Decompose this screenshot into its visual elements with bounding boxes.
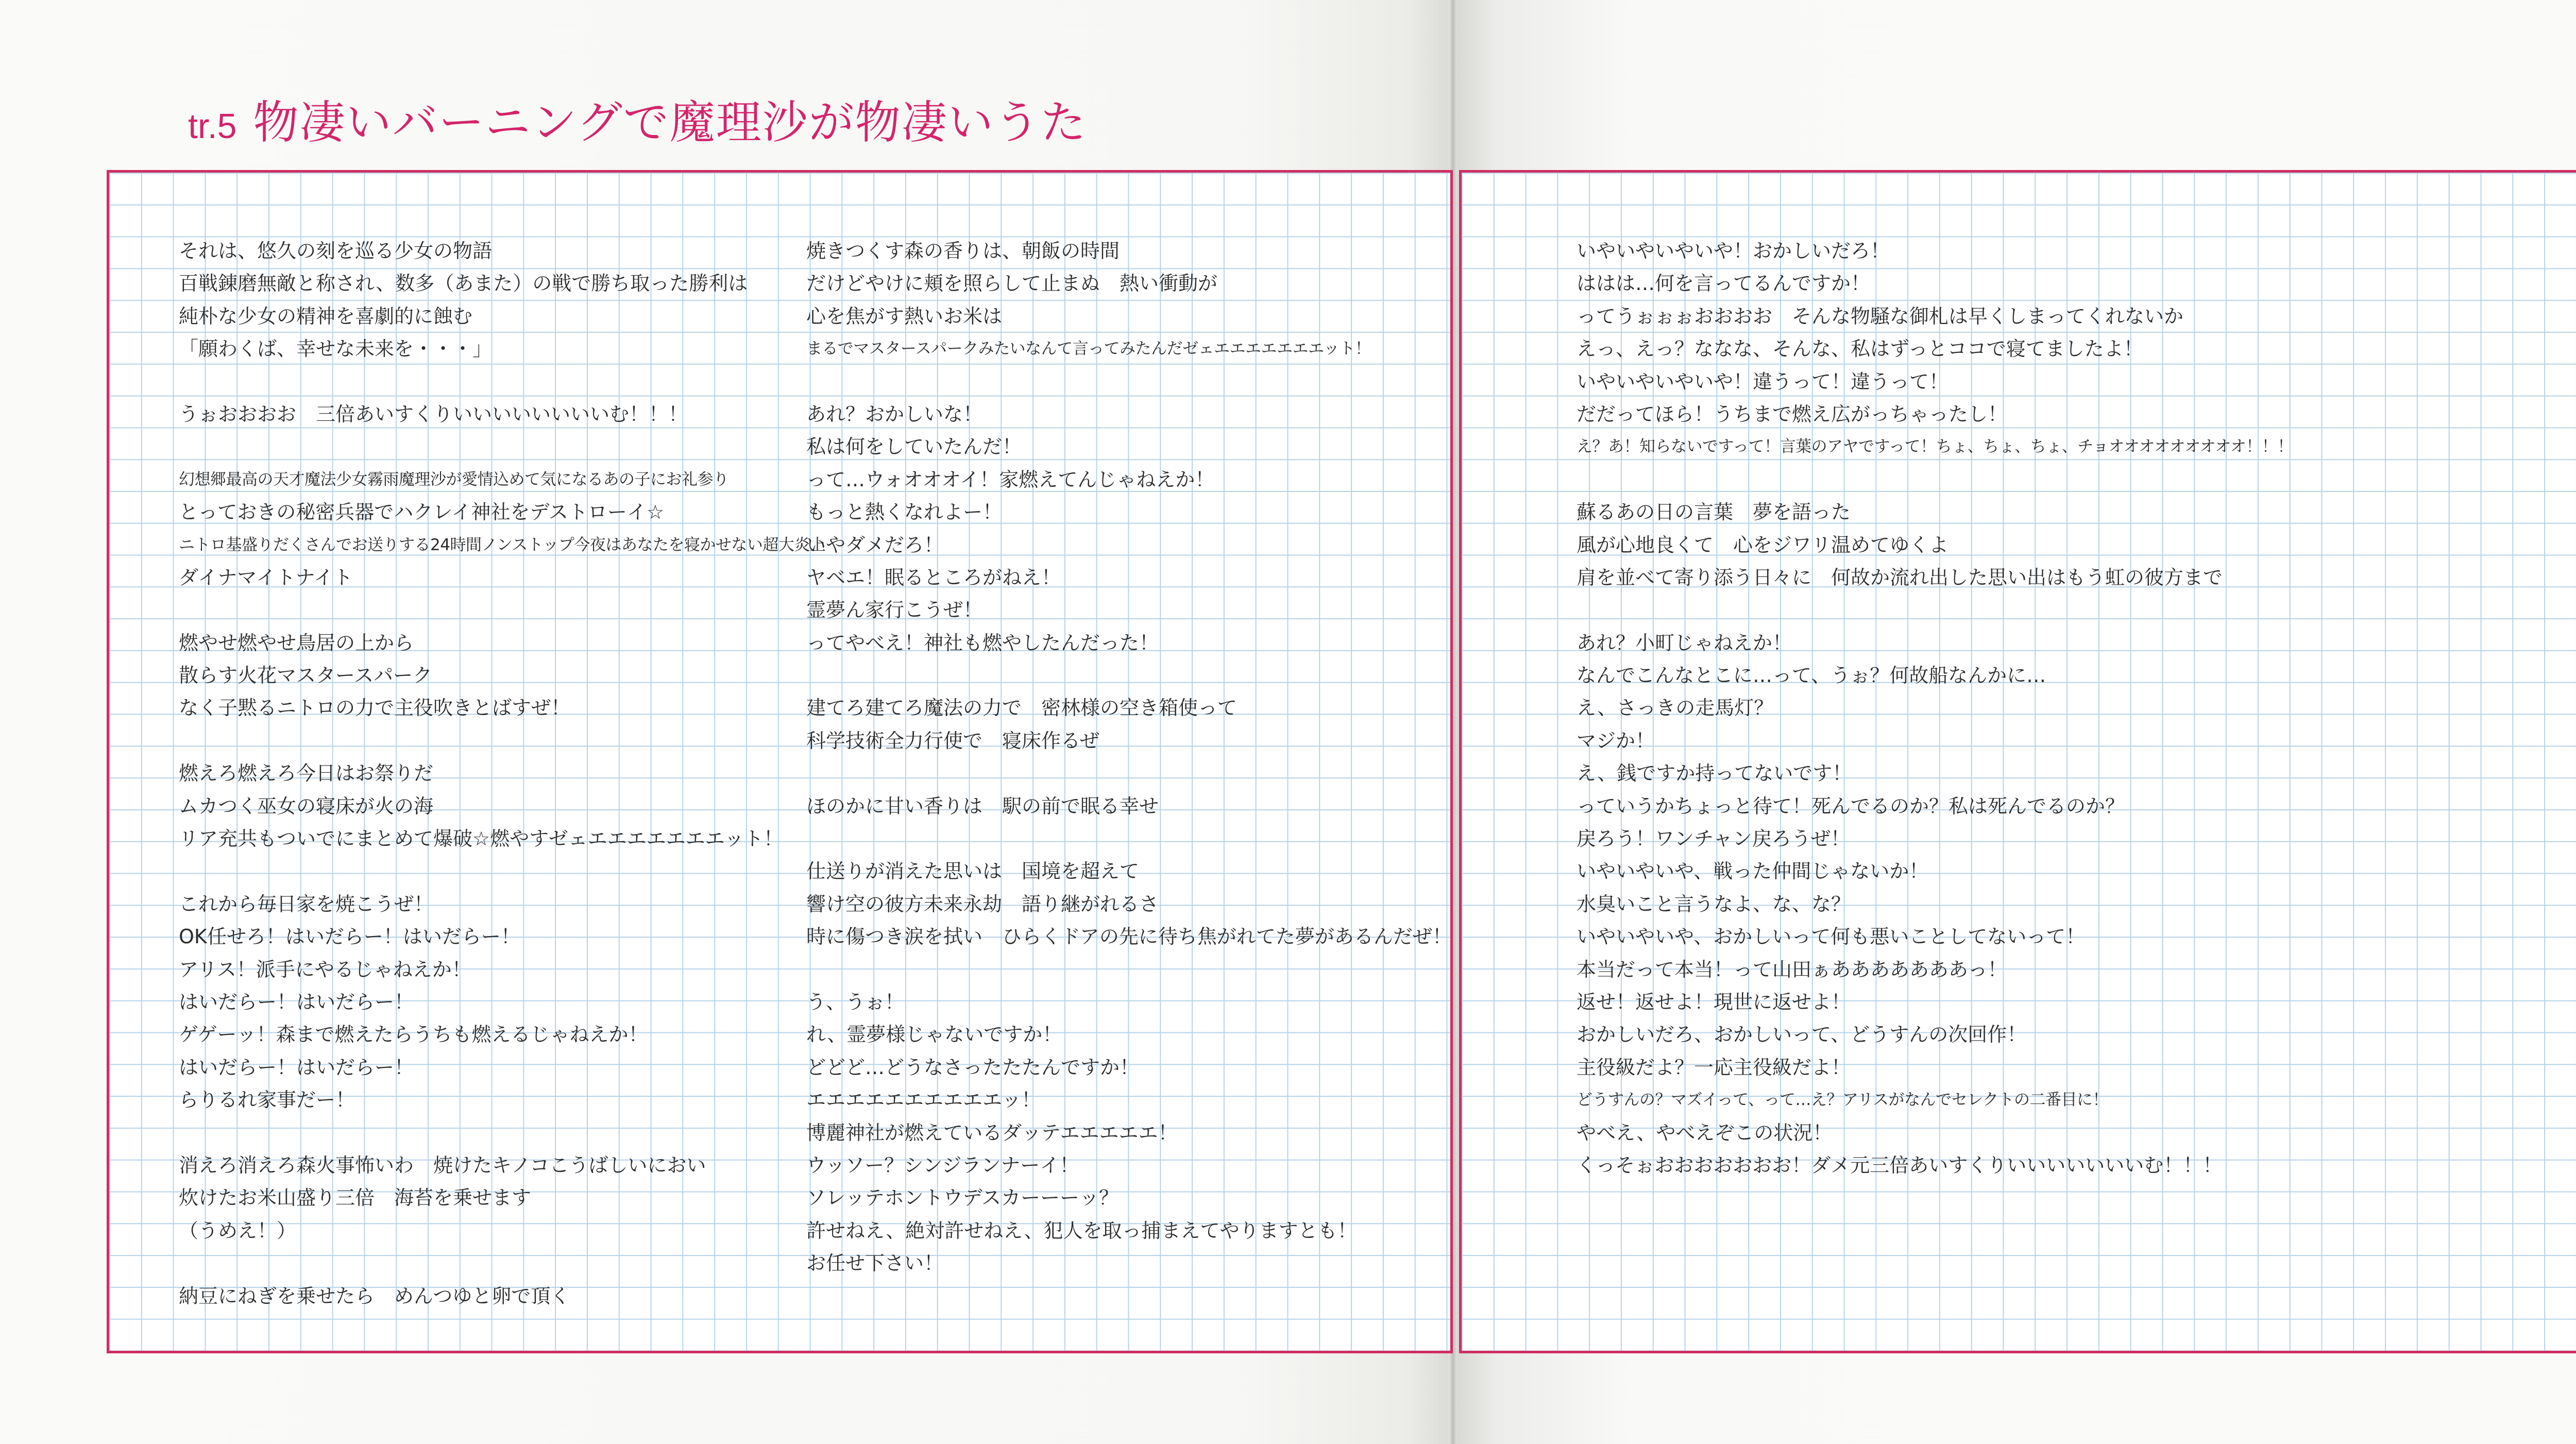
lyric-line: いやいやいや、おかしいって何も悪いことしてないって！ [1577, 925, 2086, 948]
lyric-line: 心を焦がす熱いお米は [806, 304, 1003, 328]
lyric-line: いやいやいやいや！おかしいだろ！ [1577, 240, 1890, 262]
lyric-line: ってやべえ！神社も燃やしたんだった！ [806, 631, 1159, 654]
lyric-line: お任せ下さい！ [806, 1252, 944, 1275]
lyric-line: アリス！派手にやるじゃねえか！ [179, 958, 471, 981]
lyric-line: どどど…どうなさったたたんですか！ [806, 1056, 1140, 1079]
lyric-line: 「願わくば、幸せな未来を・・・」 [179, 337, 493, 361]
lyric-line: 戻ろう！ワンチャン戻ろうぜ！ [1577, 827, 1850, 851]
lyric-blank-line [179, 431, 825, 463]
lyric-line: とっておきの秘密兵器でハクレイ神社をデストローイ☆ [179, 501, 664, 524]
lyric-line: だだってほら！うちまで燃え広がっちゃったし！ [1577, 402, 2008, 426]
lyric-blank-line [806, 757, 1452, 790]
lyric-line: 水臭いこと言うなよ、な、な？ [1577, 892, 1851, 915]
lyric-line: ニトロ基盛りだくさんでお送りする24時間ノンストップ今夜はあなたを寝かせない超大炎上 [179, 535, 826, 554]
lyric-line: だけどやけに頬を照らして止まぬ 熱い衝動が [806, 272, 1218, 295]
lyric-line: （うめえ！） [179, 1219, 297, 1242]
lyric-blank-line [806, 366, 1452, 398]
lyric-line: 百戦錬磨無敵と称され、数多（あまた）の戦で勝ち取った勝利は [179, 272, 748, 295]
lyric-blank-line [1577, 464, 2293, 496]
lyric-line: えっ、えっ？ななな、そんな、私はずっとココで寝てましたよ！ [1577, 337, 2143, 361]
lyric-line: ゲゲーッ！森まで燃えたらうちも燃えるじゃねえか！ [179, 1023, 648, 1046]
lyric-blank-line [179, 1117, 825, 1149]
lyric-blank-line [1577, 594, 2293, 626]
lyric-blank-line [806, 954, 1452, 986]
lyrics-column-1 [179, 235, 825, 1313]
lyric-line: 建てろ建てろ魔法の力で 密林様の空き箱使って [806, 696, 1238, 720]
lyric-line: いやいやいやいや！違うって！違うって！ [1577, 370, 1949, 393]
lyric-line: 消えろ消えろ森火事怖いわ 焼けたキノコこうばしいにおい [179, 1153, 706, 1177]
lyric-line: 炊けたお米山盛り三倍 海苔を乗せます [179, 1186, 532, 1210]
lyric-line: エエエエエエエエエエッ！ [806, 1089, 1041, 1112]
lyric-blank-line [806, 659, 1452, 692]
lyric-line: 博麗神社が燃えているダッテエエエエエ！ [806, 1121, 1178, 1144]
lyric-line: それは、悠久の刻を巡る少女の物語 [179, 240, 493, 262]
lyric-line: ダイナマイトナイト [179, 566, 353, 589]
lyric-line: 響け空の彼方未来永劫 語り継がれるさ [806, 892, 1159, 915]
lyric-blank-line [806, 823, 1452, 855]
track-title: 物凄いバーニングで魔理沙が物凄いうた [253, 96, 1087, 149]
lyric-line: もっと熱くなれよー！ [806, 501, 1003, 524]
lyric-line: なんでこんなとこに…って、うぉ？何故船なんかに… [1577, 664, 2046, 687]
lyric-line: 仕送りが消えた思いは 国境を超えて [806, 860, 1140, 883]
lyric-line: 燃えろ燃えろ今日はお祭りだ [179, 762, 434, 785]
lyric-line: いやいやいや、戦った仲間じゃないか！ [1577, 860, 1929, 883]
lyric-line: ウッソー？シンジランナーイ！ [806, 1153, 1079, 1177]
lyric-line: 蘇るあの日の言葉 夢を語った [1577, 501, 1851, 524]
lyric-line: 納豆にねぎを乗せたら めんつゆと卵で頂く [179, 1284, 570, 1307]
lyric-line: 肩を並べて寄り添う日々に 何故か流れ出した思い出はもう虹の彼方まで [1577, 566, 2223, 589]
lyric-line: どうすんの？マズイって、って…え？アリスがなんでセレクトの二番目に！ [1577, 1091, 2109, 1110]
lyric-line: 本当だって本当！って山田ぁあああああああっ！ [1577, 958, 2007, 981]
lyric-line: いやダメだろ！ [806, 533, 944, 556]
lyric-line: はいだらー！はいだらー！ [179, 990, 414, 1013]
lyric-line: っていうかちょっと待て！死んでるのか？私は死んでるのか？ [1577, 794, 2125, 818]
lyric-line: 風が心地良くて 心をジワリ温めてゆくよ [1577, 533, 1949, 556]
lyric-line: リア充共もついでにまとめて爆破☆燃やすゼェエエエエエエエット！ [179, 827, 783, 851]
lyrics-column-2 [806, 235, 1452, 1280]
lyric-line: はいだらー！はいだらー！ [179, 1056, 414, 1079]
lyric-line: おかしいだろ、おかしいって、どうすんの次回作！ [1577, 1023, 2027, 1046]
lyric-line: マジか！ [1577, 729, 1655, 752]
lyric-line: 純朴な少女の精神を喜劇的に蝕む [179, 304, 473, 328]
lyric-line: ははは…何を言ってるんですか！ [1577, 272, 1871, 295]
lyric-line: 時に傷つき涙を拭い ひらくドアの先に待ち焦がれてた夢があるんだぜ！ [806, 925, 1452, 948]
lyric-line: 科学技術全力行使で 寝床作るぜ [806, 729, 1099, 752]
lyric-line: なく子黙るニトロの力で主役吹きとばすぜ！ [179, 696, 571, 720]
lyric-line: らりるれ家事だー！ [179, 1089, 355, 1112]
lyric-line: え、銭ですか持ってないです！ [1577, 762, 1852, 785]
lyric-line: 幻想郷最高の天才魔法少女霧雨魔理沙が愛情込めて気になるあの子にお礼参り [179, 470, 729, 489]
lyric-line: くっそぉおおおおおおお！ダメ元三倍あいすくりいいいいいいいむ！！！ [1577, 1153, 2223, 1177]
lyric-blank-line [179, 725, 825, 757]
lyric-line: え、さっきの走馬灯？ [1577, 696, 1774, 720]
lyric-line: ほのかに甘い香りは 駅の前で眠る幸せ [806, 794, 1159, 818]
lyric-line: やべえ、やべえぞこの状況！ [1577, 1121, 1833, 1144]
lyric-line: まるでマスタースパークみたいなんて言ってみたんだゼェエエエエエエエット！ [806, 339, 1371, 359]
lyric-line: え？あ！知らないですって！言葉のアヤですって！ちょ、ちょ、ちょ、チョオオオオオオオオオ！！！ [1577, 437, 2293, 456]
lyric-line: 燃やせ燃やせ鳥居の上から [179, 631, 414, 654]
lyric-line: ってうぉぉぉおおおお そんな物騒な御札は早くしまってくれないか [1577, 304, 2184, 328]
lyric-line: 主役級だよ？一応主役級だよ！ [1577, 1056, 1851, 1079]
track-number: tr.5 [188, 107, 237, 146]
lyric-blank-line [179, 366, 825, 398]
lyric-blank-line [179, 1247, 825, 1280]
lyric-line: 返せ！返せよ！現世に返せよ！ [1577, 990, 1851, 1013]
lyric-line: 散らす火花マスタースパーク [179, 664, 433, 687]
lyric-line: ソレッテホントウデスカーーーッ？ [806, 1186, 1119, 1210]
lyric-line: あれ？おかしいな！ [806, 402, 983, 426]
lyrics-column-3 [1577, 235, 2293, 1182]
track-heading [188, 87, 1087, 154]
lyric-line: これから毎日家を焼こうぜ！ [179, 892, 434, 915]
lyric-line: あれ？小町じゃねえか！ [1577, 631, 1792, 654]
lyric-line: OK任せろ！はいだらー！はいだらー！ [179, 925, 520, 948]
lyric-blank-line [179, 855, 825, 888]
lyric-line: って…ウォオオオイ！家燃えてんじゃねえか！ [806, 468, 1215, 491]
lyric-line: うぉおおおお 三倍あいすくりいいいいいいいいむ！！！ [179, 402, 688, 426]
lyric-line: う、うぉ！ [806, 990, 905, 1013]
lyric-line: ムカつく巫女の寝床が火の海 [179, 794, 434, 818]
lyric-line: 私は何をしていたんだ！ [806, 435, 1022, 458]
lyric-line: 許せねえ、絶対許せねえ、犯人を取っ捕まえてやりますとも！ [806, 1219, 1357, 1242]
lyric-line: れ、霊夢様じゃないですか！ [806, 1023, 1062, 1046]
lyric-line: 焼きつくす森の香りは、朝飯の時間 [806, 240, 1120, 262]
lyric-line: ヤベエ！眠るところがねえ！ [806, 566, 1061, 589]
lyric-line: 霊夢ん家行こうぜ！ [806, 599, 983, 622]
lyric-blank-line [179, 594, 825, 626]
